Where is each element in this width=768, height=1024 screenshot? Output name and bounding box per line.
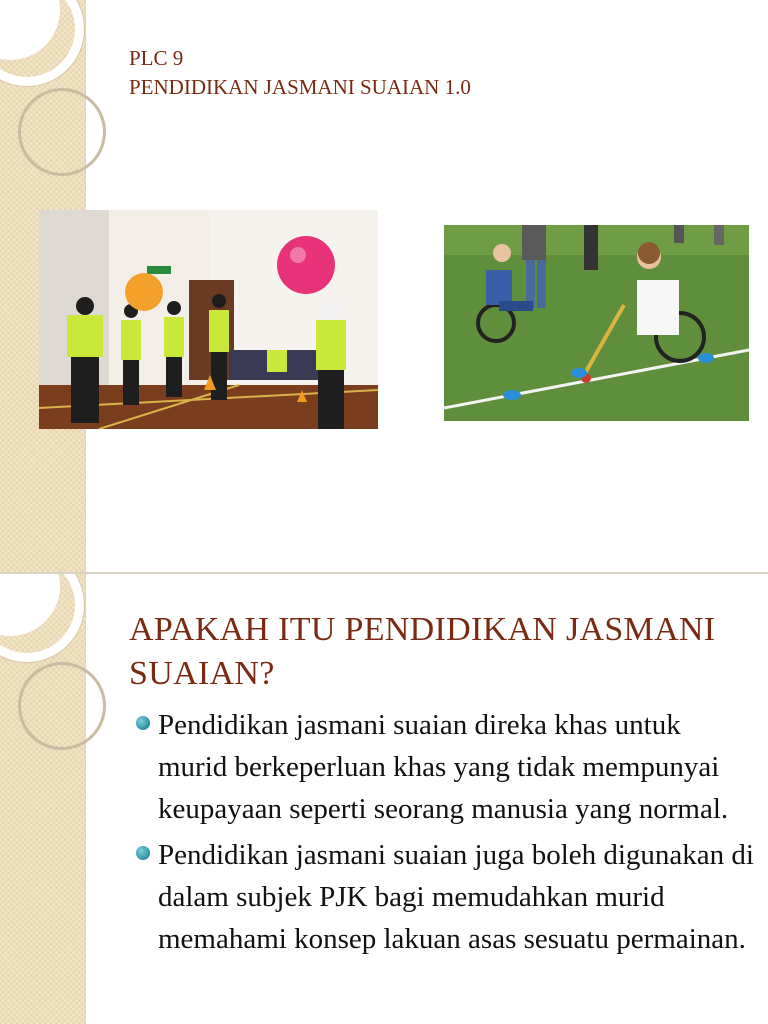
- bullet-icon: [136, 846, 150, 860]
- bullet-list: [136, 704, 756, 964]
- decorative-ring: [18, 88, 106, 176]
- slide-heading: APAKAH ITU PENDIDIKAN JASMANI SUAIAN?: [129, 611, 716, 692]
- photo-wheelchair-activity: [444, 225, 749, 421]
- bullet-text: Pendidikan jasmani suaian direka khas untuk murid berkeperluan khas yang tidak mempunyai keupayaan seperti seorang manusia yang normal.: [158, 709, 729, 825]
- slide-2: [0, 574, 768, 1024]
- photo-wheelchair-activity-image: [444, 225, 749, 421]
- bullet-item: [136, 704, 756, 830]
- bullet-icon: [136, 716, 150, 730]
- slide-title: PLC 9 PENDIDIKAN JASMANI SUAIAN 1.0: [129, 46, 471, 99]
- decorative-ring: [18, 662, 106, 750]
- photo-gym-ball-activity: [39, 210, 378, 429]
- bullet-item: [136, 834, 756, 960]
- decorative-strip: [0, 574, 86, 1024]
- decorative-ring: [0, 0, 84, 86]
- decorative-ring: [0, 574, 84, 662]
- photo-gym-ball-activity-image: [39, 210, 378, 429]
- bullet-text: Pendidikan jasmani suaian juga boleh digunakan di dalam subjek PJK bagi memudahkan murid memahami konsep lakuan asas sesuatu permainan.: [158, 839, 754, 955]
